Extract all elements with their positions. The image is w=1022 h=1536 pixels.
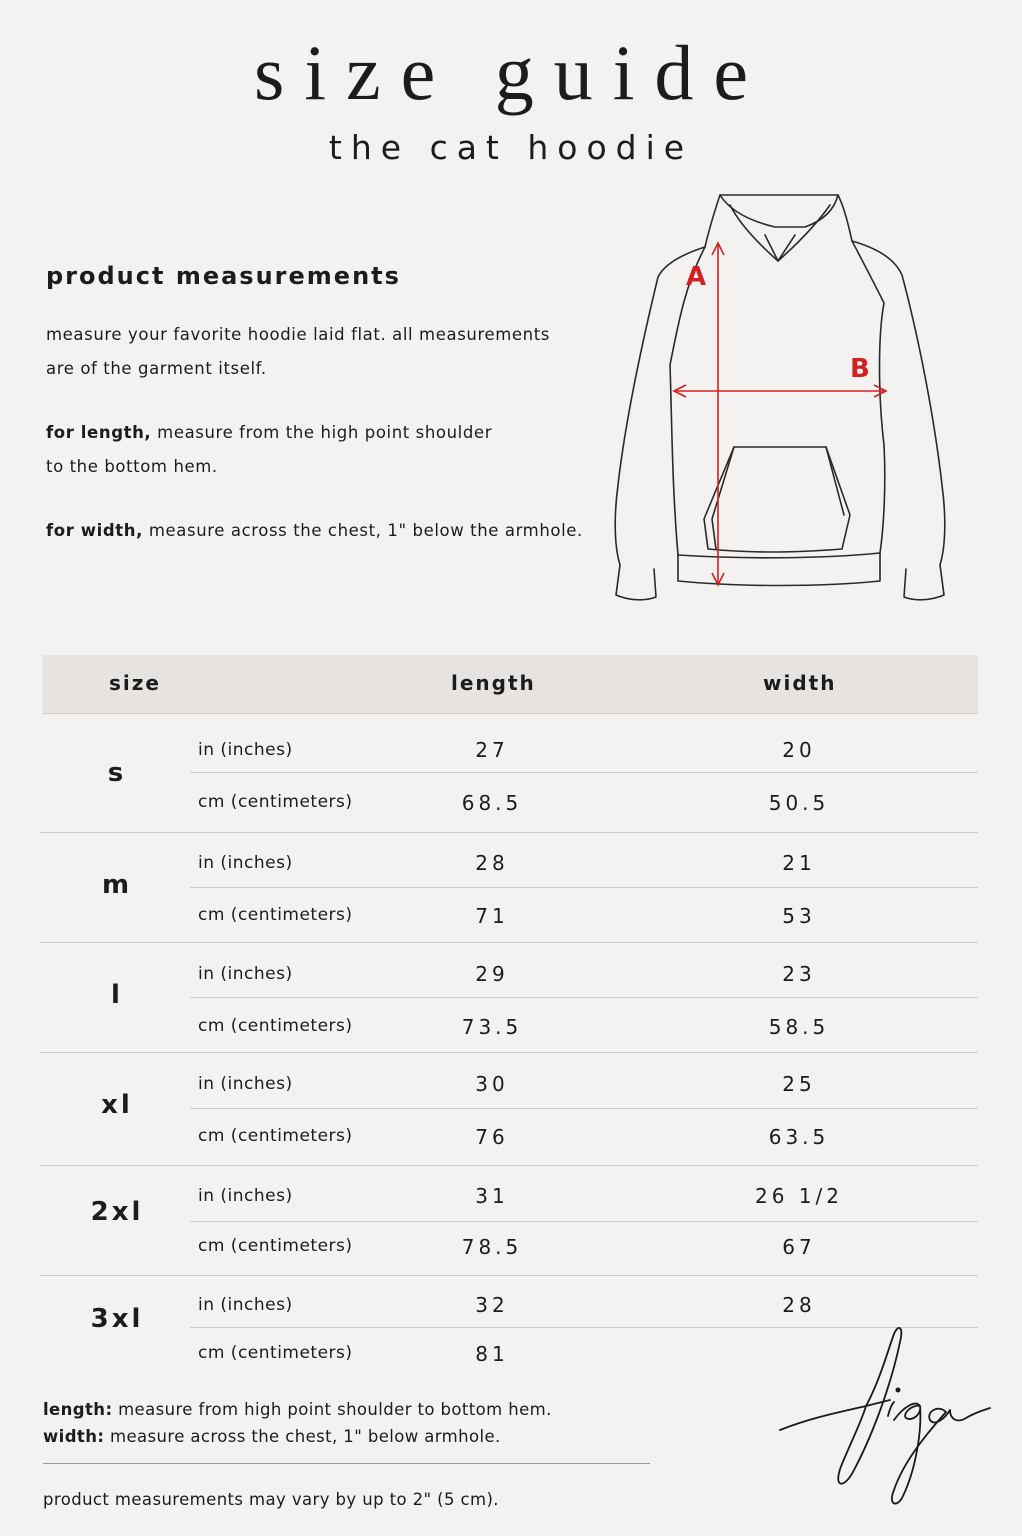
group-divider — [40, 1052, 978, 1053]
note-width — [43, 1427, 501, 1446]
size-label-2xl: 2xl — [90, 1197, 144, 1227]
size-label-3xl: 3xl — [90, 1304, 144, 1334]
width-instruction — [46, 514, 583, 548]
2xl-cm-length: 78.5 — [461, 1235, 523, 1259]
s-in-length: 27 — [475, 738, 509, 762]
label-a: A — [686, 262, 707, 292]
label-b: B — [850, 354, 870, 384]
3xl-cm-length: 81 — [475, 1342, 509, 1366]
3xl-in-width: 28 — [782, 1293, 816, 1317]
m-cm-width: 53 — [782, 904, 816, 928]
group-divider — [40, 832, 978, 833]
note-width-label: width: — [43, 1427, 105, 1446]
2xl-in-width: 26 1/2 — [755, 1184, 843, 1208]
unit-centimeters: cm (centimeters) — [198, 1126, 353, 1146]
note-length — [43, 1400, 552, 1419]
size-label-s: s — [107, 758, 127, 788]
unit-centimeters: cm (centimeters) — [198, 905, 353, 925]
l-cm-length: 73.5 — [461, 1015, 523, 1039]
size-label-xl: xl — [101, 1090, 133, 1120]
row-divider — [190, 1221, 978, 1222]
m-in-width: 21 — [782, 851, 816, 875]
3xl-in-length: 32 — [475, 1293, 509, 1317]
hoodie-diagram — [600, 185, 960, 615]
xl-in-width: 25 — [782, 1072, 816, 1096]
header-size: size — [109, 671, 161, 695]
page-subtitle: the cat hoodie — [328, 128, 694, 167]
l-in-width: 23 — [782, 962, 816, 986]
length-instruction-line-1 — [46, 416, 492, 450]
header-width: width — [763, 671, 837, 695]
row-divider — [190, 997, 978, 998]
width-instruction-text: measure across the chest, 1" below the armhole. — [143, 521, 583, 540]
group-divider — [40, 1165, 978, 1166]
length-instruction-text: measure from the high point shoulder — [151, 423, 493, 442]
l-cm-width: 58.5 — [768, 1015, 830, 1039]
figa-logo — [770, 1320, 1000, 1510]
note-width-text: measure across the chest, 1" below armhole. — [104, 1427, 501, 1446]
xl-cm-width: 63.5 — [768, 1125, 830, 1149]
size-label-m: m — [101, 870, 133, 900]
unit-inches: in (inches) — [198, 1295, 293, 1315]
row-divider — [190, 772, 978, 773]
length-instruction-line-2: to the bottom hem. — [46, 457, 218, 476]
m-cm-length: 71 — [475, 904, 509, 928]
unit-inches: in (inches) — [198, 853, 293, 873]
unit-centimeters: cm (centimeters) — [198, 1016, 353, 1036]
s-cm-length: 68.5 — [461, 791, 523, 815]
footer-divider — [43, 1463, 650, 1464]
width-instruction-label: for width, — [46, 521, 144, 540]
group-divider — [40, 942, 978, 943]
unit-centimeters: cm (centimeters) — [198, 1343, 353, 1363]
2xl-in-length: 31 — [475, 1184, 509, 1208]
s-cm-width: 50.5 — [768, 791, 830, 815]
footer-note: product measurements may vary by up to 2" (5 cm). — [43, 1490, 499, 1509]
m-in-length: 28 — [475, 851, 509, 875]
unit-inches: in (inches) — [198, 964, 293, 984]
size-label-l: l — [111, 980, 123, 1010]
s-in-width: 20 — [782, 738, 816, 762]
size-table-header — [43, 655, 978, 714]
unit-centimeters: cm (centimeters) — [198, 792, 353, 812]
unit-centimeters: cm (centimeters) — [198, 1236, 353, 1256]
l-in-length: 29 — [475, 962, 509, 986]
note-length-label: length: — [43, 1400, 113, 1419]
length-instruction-label: for length, — [46, 423, 152, 442]
measurements-heading: product measurements — [46, 262, 401, 290]
xl-in-length: 30 — [475, 1072, 509, 1096]
group-divider — [40, 1275, 978, 1276]
2xl-cm-width: 67 — [782, 1235, 816, 1259]
note-length-text: measure from high point shoulder to bottom hem. — [112, 1400, 552, 1419]
row-divider — [190, 1108, 978, 1109]
intro-line-1: measure your favorite hoodie laid flat. all measurements — [46, 325, 550, 344]
hoodie-outline — [615, 195, 945, 600]
unit-inches: in (inches) — [198, 1074, 293, 1094]
unit-inches: in (inches) — [198, 740, 293, 760]
intro-line-2: are of the garment itself. — [46, 359, 267, 378]
header-length: length — [451, 671, 536, 695]
xl-cm-length: 76 — [475, 1125, 509, 1149]
page-title: size guide — [253, 29, 769, 116]
unit-inches: in (inches) — [198, 1186, 293, 1206]
row-divider — [190, 887, 978, 888]
